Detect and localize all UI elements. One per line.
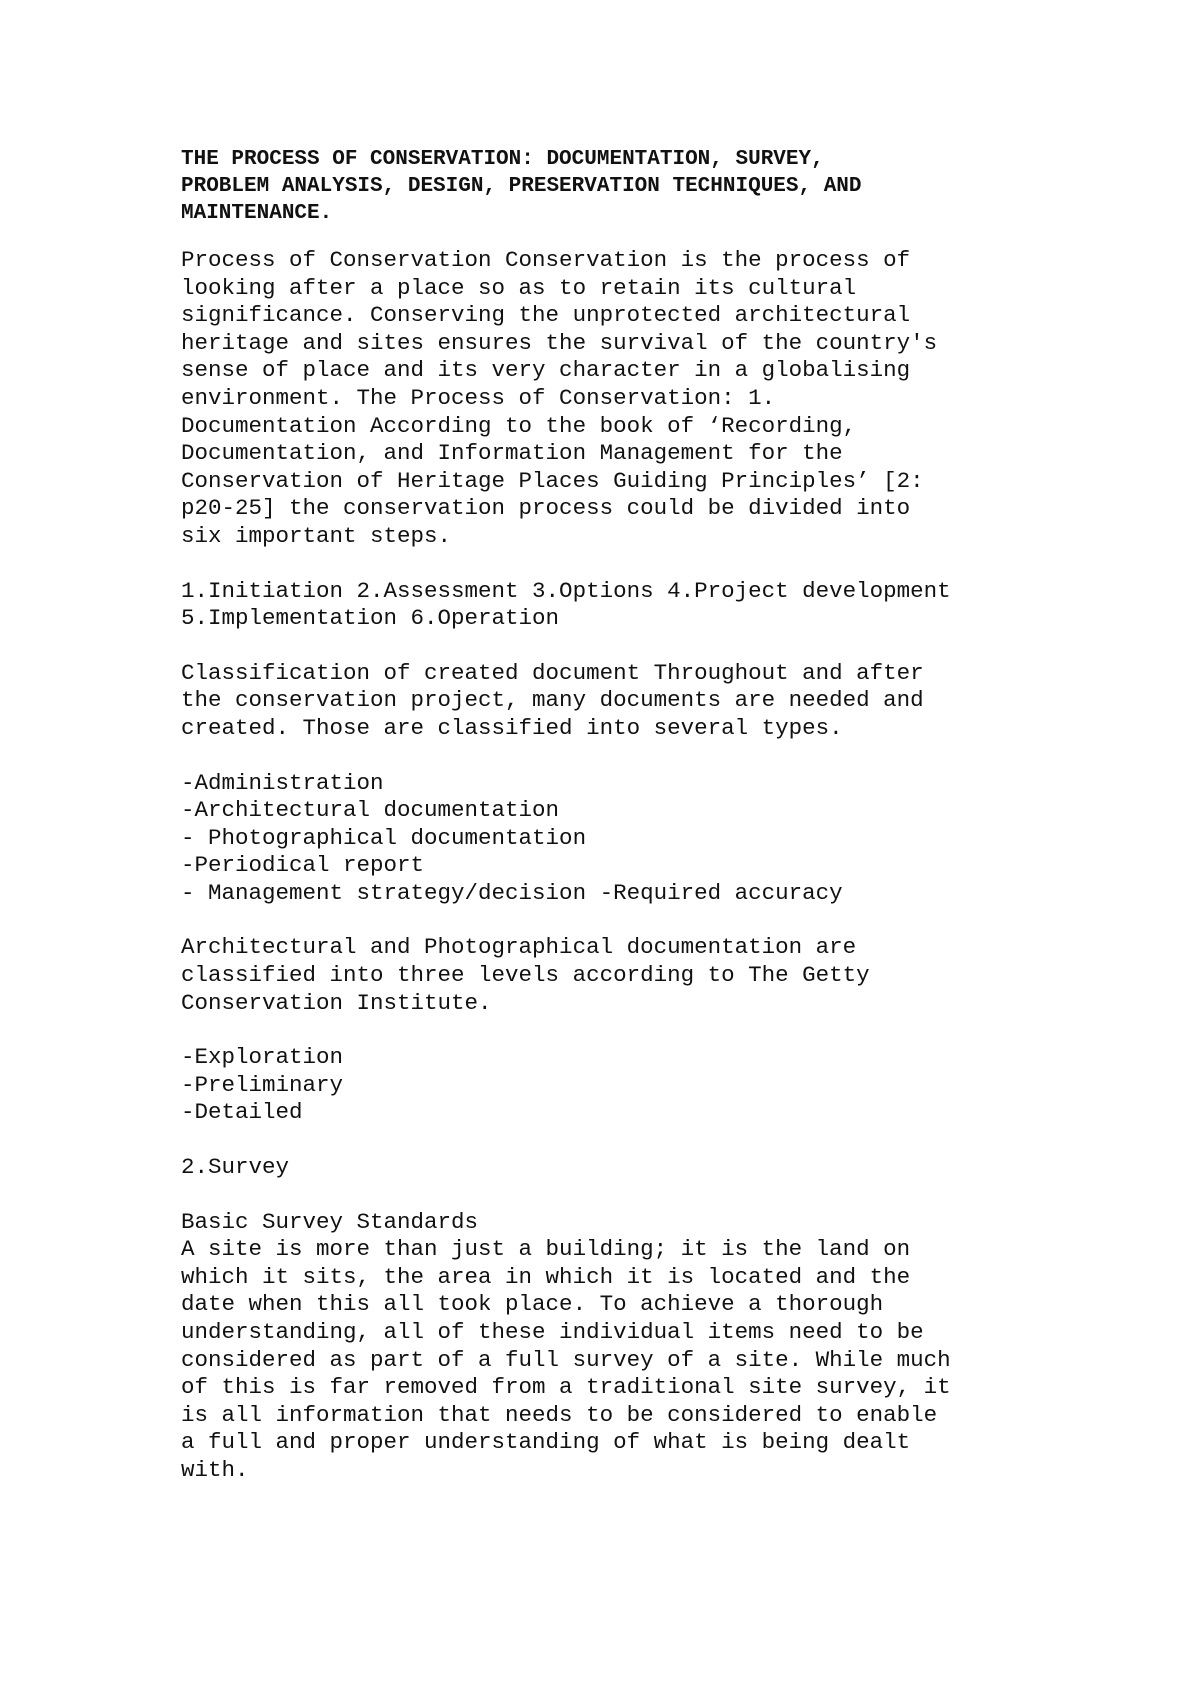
steps-paragraph: 1.Initiation 2.Assessment 3.Options 4.Project development 5.Implementation 6.Operation — [181, 577, 951, 632]
list-item: - Management strategy/decision -Required accuracy — [181, 879, 843, 906]
document-body — [181, 146, 1081, 1512]
subheading-survey-standards: Basic Survey Standards — [181, 1208, 479, 1235]
list-item: -Administration — [181, 769, 384, 796]
list-item: -Architectural documentation — [181, 797, 560, 824]
levels-list — [181, 1044, 1081, 1127]
list-item: -Preliminary — [181, 1071, 344, 1098]
document-title: THE PROCESS OF CONSERVATION: DOCUMENTATION, SURVEY, PROBLEM ANALYSIS, DESIGN, PRESERVATION TECHNIQUES, AND MAINTENANCE. — [181, 148, 862, 225]
list-item: -Exploration — [181, 1044, 344, 1071]
intro-paragraph: Process of Conservation Conservation is the process of looking after a place so as to retain its cultural significance. Conserving the unprotected architectural heritage and sites ensures the survival of the country's sense of place and its very character in a globalising environment. The Process of Conservation: 1. Documentation According to the book of ‘Recording, Documentation, and Information Management for the Conservation of Heritage Places Guiding Principles’ [2: p20-25] the conservation process could be divided into six important steps. — [181, 247, 938, 549]
list-item: -Detailed — [181, 1099, 303, 1126]
list-item: -Periodical report — [181, 852, 425, 879]
list-item: - Photographical documentation — [181, 824, 587, 851]
classification-paragraph: Classification of created document Throughout and after the conservation project, many documents are needed and created. Those are classified into several types. — [181, 659, 924, 741]
section-heading-survey: 2.Survey — [181, 1154, 290, 1181]
levels-paragraph: Architectural and Photographical documentation are classified into three levels according to The Getty Conservation Institute. — [181, 934, 870, 1016]
survey-paragraph: A site is more than just a building; it is the land on which it sits, the area in which it is located and the date when this all took place. To achieve a thorough understanding, all of these individual items need to be considered as part of a full survey of a site. While much of this is far removed from a traditional site survey, it is all information that needs to be considered to enable a full and proper understanding of what is being dealt with. — [181, 1236, 951, 1483]
document-types-list — [181, 770, 1081, 908]
